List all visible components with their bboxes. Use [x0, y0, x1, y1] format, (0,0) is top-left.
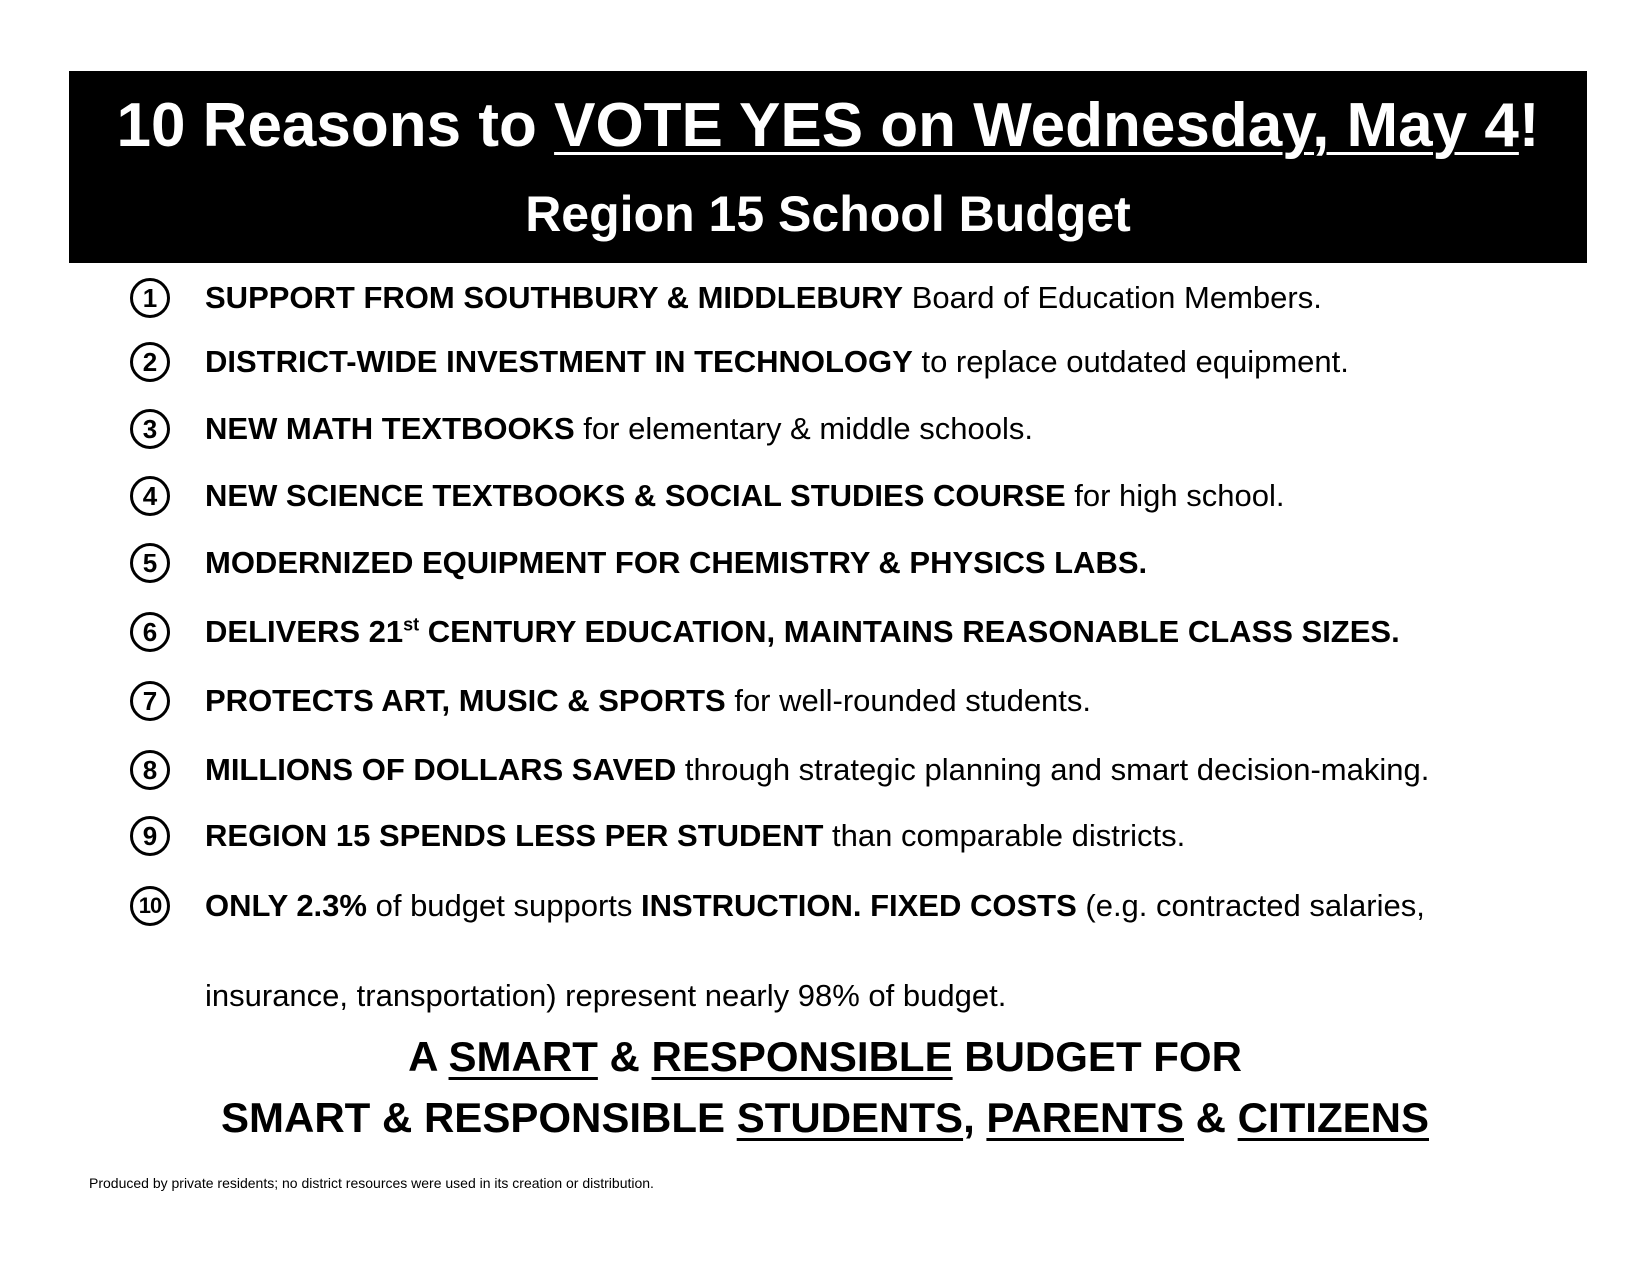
- reason-text: [205, 280, 1322, 316]
- closing-text: &: [597, 1033, 652, 1080]
- reason-bold: CENTURY EDUCATION, MAINTAINS REASONABLE CLASS SIZES.: [419, 614, 1400, 649]
- reason-bold: DISTRICT-WIDE INVESTMENT IN TECHNOLOGY: [205, 344, 913, 379]
- reason-text: [205, 683, 1091, 719]
- reason-detail: (e.g. contracted salaries,: [1076, 888, 1425, 923]
- reason-text: [205, 411, 1033, 447]
- title-suffix: !: [1518, 91, 1540, 160]
- reason-text: [205, 818, 1185, 854]
- reason-number-badge: 9: [130, 816, 170, 856]
- reason-bold: MILLIONS OF DOLLARS SAVED: [205, 752, 677, 787]
- reason-number-badge: 6: [130, 612, 170, 652]
- reason-number-badge: 1: [130, 278, 170, 318]
- title-prefix: 10 Reasons to: [116, 91, 555, 160]
- reason-item-4: [0, 468, 1650, 528]
- reason-number-badge: 4: [130, 476, 170, 516]
- reason-bold: MODERNIZED EQUIPMENT FOR CHEMISTRY & PHYSICS LABS.: [205, 545, 1148, 580]
- reason-text: [205, 752, 1429, 788]
- reason-item-1: [0, 270, 1650, 330]
- reason-detail: of budget supports: [366, 888, 642, 923]
- closing-underlined: STUDENTS: [736, 1094, 964, 1141]
- page-title: [69, 91, 1587, 160]
- reason-number-badge: 7: [130, 681, 170, 721]
- closing-underlined: CITIZENS: [1237, 1094, 1429, 1141]
- page-subtitle: Region 15 School Budget: [525, 186, 1131, 242]
- closing-text: A: [408, 1033, 449, 1080]
- reason-number-badge: 8: [130, 750, 170, 790]
- reason-item-7: [0, 673, 1650, 733]
- reason-text: [205, 344, 1349, 380]
- reason-bold: PROTECTS ART, MUSIC & SPORTS: [205, 683, 726, 718]
- reason-detail: Board of Education Members.: [903, 280, 1322, 315]
- reason-number-badge: 2: [130, 342, 170, 382]
- reason-item-10: [0, 878, 1650, 938]
- reason-text: [205, 478, 1285, 514]
- reason-item-8: [0, 742, 1650, 802]
- footer-disclaimer: Produced by private residents; no district resources were used in its creation or distribution.: [89, 1175, 654, 1191]
- closing-line-1: [0, 1033, 1650, 1080]
- ordinal-suffix: st: [403, 614, 420, 635]
- reason-text: [205, 888, 1425, 924]
- reason-detail: for elementary & middle schools.: [574, 411, 1033, 446]
- reason-detail: for well-rounded students.: [725, 683, 1092, 718]
- title-underlined: VOTE YES on Wednesday, May 4: [554, 91, 1519, 160]
- closing-underlined: PARENTS: [986, 1094, 1184, 1141]
- reason-number-badge: 3: [130, 409, 170, 449]
- closing-line-2: [0, 1094, 1650, 1141]
- reason-item-9: [0, 808, 1650, 868]
- closing-text: SMART & RESPONSIBLE: [220, 1094, 737, 1141]
- reason-text: [205, 545, 1147, 581]
- reason-item-2: [0, 334, 1650, 394]
- reason-item-5: [0, 535, 1650, 595]
- reason-number-badge: 10: [130, 886, 170, 926]
- reason-bold: NEW MATH TEXTBOOKS: [205, 411, 575, 446]
- reason-10-continuation: insurance, transportation) represent nearly 98% of budget.: [205, 978, 1007, 1013]
- reason-bold: NEW SCIENCE TEXTBOOKS & SOCIAL STUDIES COURSE: [205, 478, 1066, 513]
- closing-text: BUDGET FOR: [952, 1033, 1242, 1080]
- reason-bold: ONLY 2.3%: [205, 888, 367, 923]
- closing-underlined: RESPONSIBLE: [651, 1033, 953, 1080]
- reason-bold: INSTRUCTION. FIXED COSTS: [641, 888, 1077, 923]
- reason-detail: than comparable districts.: [823, 818, 1186, 853]
- closing-text: ,: [963, 1094, 987, 1141]
- reason-bold: REGION 15 SPENDS LESS PER STUDENT: [205, 818, 824, 853]
- header-banner: [69, 71, 1587, 263]
- reason-detail: through strategic planning and smart decision-making.: [676, 752, 1430, 787]
- reason-detail: to replace outdated equipment.: [912, 344, 1349, 379]
- reason-detail: for high school.: [1065, 478, 1285, 513]
- reason-text: [205, 614, 1400, 650]
- closing-text: &: [1183, 1094, 1238, 1141]
- reason-item-6: [0, 604, 1650, 664]
- closing-underlined: SMART: [448, 1033, 598, 1080]
- reason-number-badge: 5: [130, 543, 170, 583]
- reason-bold: DELIVERS 21: [205, 614, 404, 649]
- reason-item-3: [0, 401, 1650, 461]
- reason-bold: SUPPORT FROM SOUTHBURY & MIDDLEBURY: [205, 280, 904, 315]
